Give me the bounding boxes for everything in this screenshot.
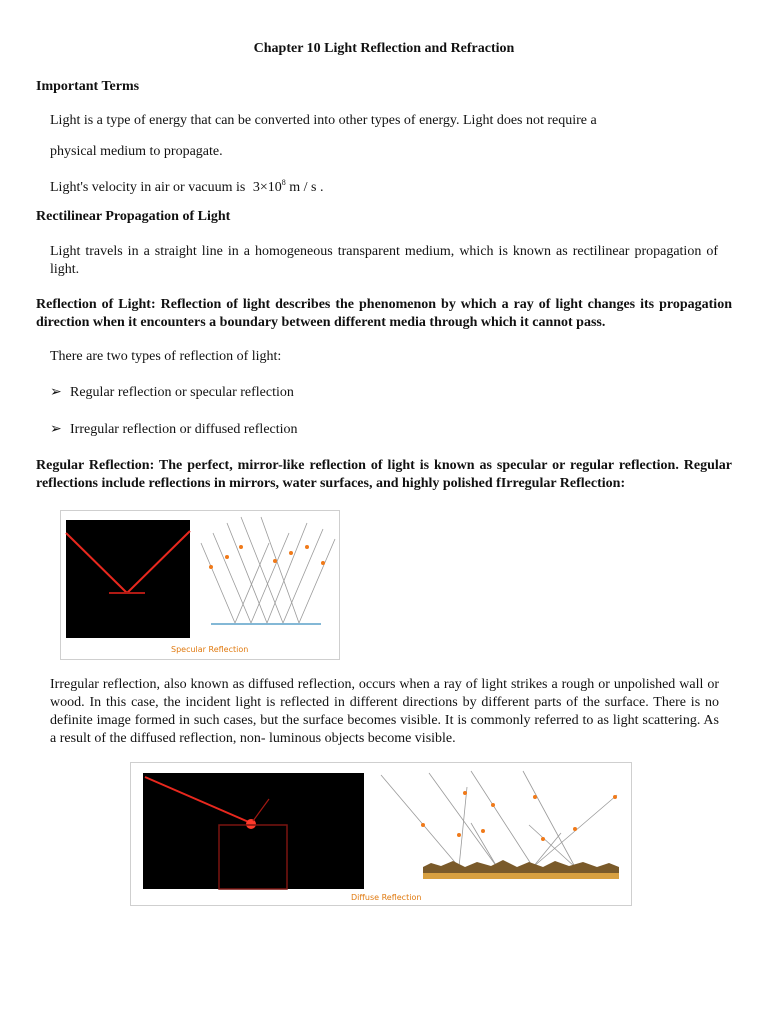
paragraph-reflection-definition: Reflection of Light: Reflection of light describes the phenomenon by which a ray of light changes its propagation direction when it encounters a boundary between different media through which it cannot pass.	[36, 297, 732, 330]
paragraph-medium: physical medium to propagate.	[50, 144, 223, 159]
bullet-regular-text: Regular reflection or specular reflection	[70, 385, 294, 400]
diffuse-reflection-image	[131, 763, 631, 905]
velocity-value: $3\times 10^8$ m / s .	[252, 178, 324, 195]
paragraph-regular-reflection: Regular Reflection: The perfect, mirror-like reflection of light is known as specular or regular reflection. Regular reflections include reflections in mirrors, water surfaces, and highly polished fIrregular Reflection:	[36, 458, 732, 491]
ray-direction-arrows	[421, 791, 617, 841]
diffuse-ray-diagram	[381, 771, 617, 867]
figure-diffuse-reflection	[130, 762, 632, 906]
laser-photo-background	[66, 520, 190, 638]
figure-specular-reflection	[60, 510, 340, 660]
paragraph-rectilinear: Light travels in a straight line in a homogeneous transparent medium, which is known as rectilinear propagation of light.	[50, 244, 718, 277]
paragraph-irregular-reflection: Irregular reflection, also known as diffused reflection, occurs when a ray of light strikes a rough or unpolished wall or wood. In this case, the incident light is reflected in different directions by different parts of the surface. There is no definite image formed in such cases, but the surface becomes visible. It is commonly referred to as light scattering. As a result of the diffused reflection, non- luminous objects become visible.	[50, 677, 719, 746]
heading-rectilinear: Rectilinear Propagation of Light	[36, 209, 231, 224]
paragraph-types-intro: There are two types of reflection of light:	[50, 349, 282, 364]
bullet-arrow-icon: ➢	[50, 422, 62, 437]
diffuse-figure-caption: Diffuse Reflection	[351, 893, 422, 902]
parallel-ray-diagram	[201, 517, 335, 623]
page-title: Chapter 10 Light Reflection and Refraction	[253, 41, 515, 56]
bullet-irregular	[50, 421, 298, 438]
paragraph-velocity	[50, 174, 718, 197]
velocity-prefix: Light's velocity in air or vacuum is	[50, 180, 246, 195]
heading-important-terms: Important Terms	[36, 79, 140, 94]
scatter-spot	[246, 819, 256, 829]
bullet-irregular-text: Irregular reflection or diffused reflection	[70, 422, 298, 437]
bullet-arrow-icon: ➢	[50, 385, 62, 400]
surface-base	[423, 873, 619, 879]
specular-reflection-image	[61, 511, 339, 659]
paragraph-energy: Light is a type of energy that can be converted into other types of energy. Light does not require a	[50, 113, 597, 128]
bullet-regular	[50, 384, 294, 401]
specular-figure-caption: Specular Reflection	[171, 645, 249, 654]
